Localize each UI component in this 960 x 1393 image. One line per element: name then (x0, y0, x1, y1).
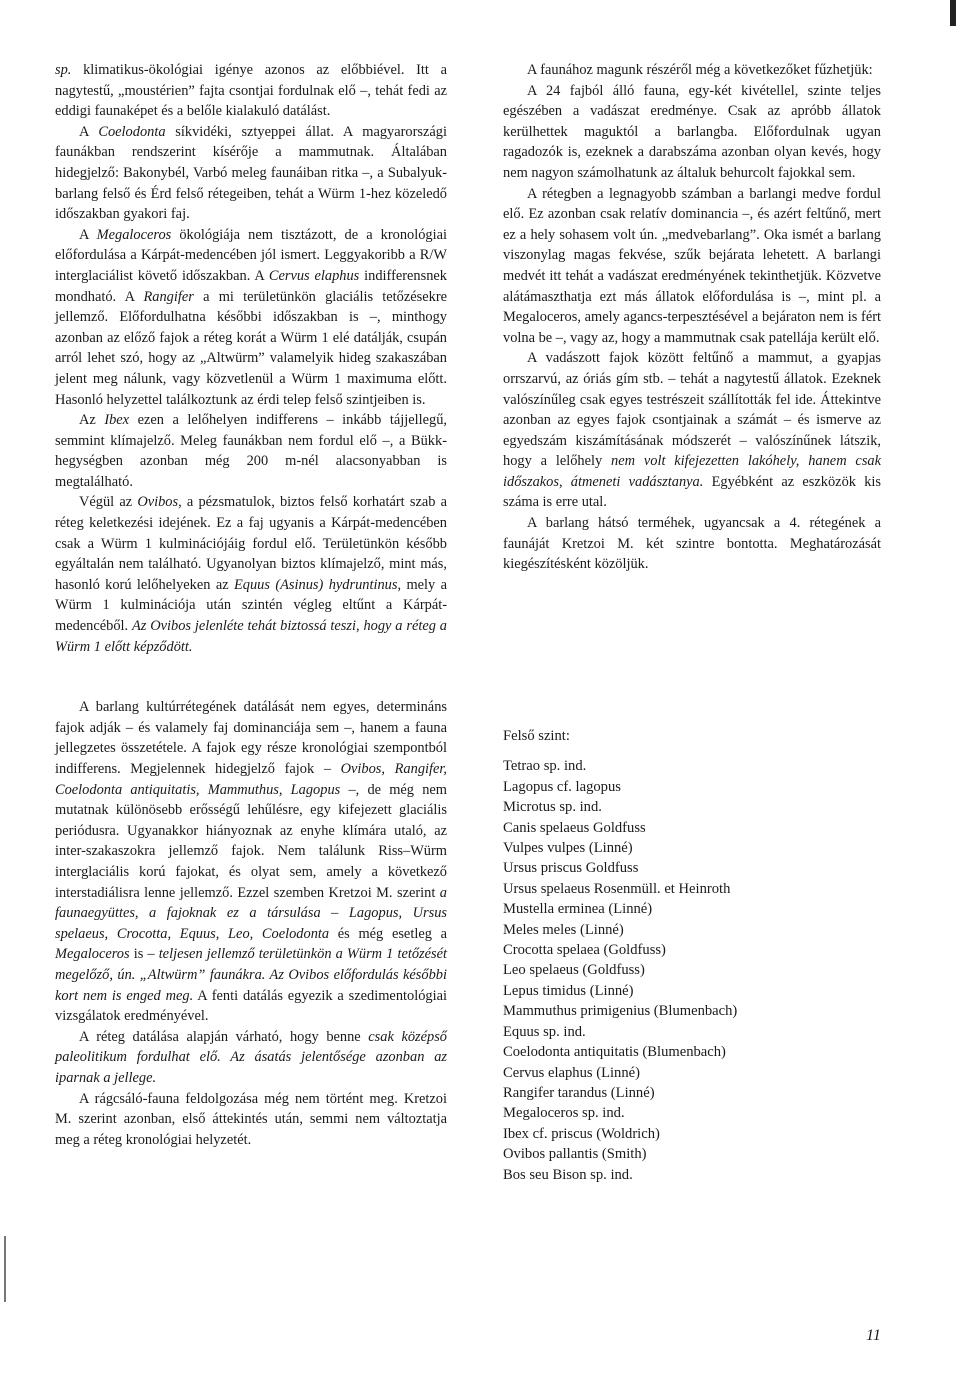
page-number: 11 (866, 1327, 881, 1344)
paragraph (55, 1089, 447, 1151)
italic-text: Cervus elaphus (268, 267, 360, 284)
species-item: Rangifer tarandus (Linné) (503, 1084, 655, 1101)
right-column (503, 60, 881, 575)
italic-text: Ibex (104, 412, 130, 429)
species-item: Mustella erminea (Linné) (503, 901, 653, 918)
text-run: indifferensnek mondható. A (55, 267, 448, 305)
text-run: A barlang kultúrrétegének datálását nem egyes, determináns fajok adják – és valamely faj dominanciája sem –, hanem a fauna jellegzetes összetétele. A fajok egy része kronológiai szempontból indifferens. Megjelennek hidegjelző fajok – (55, 699, 447, 777)
species-item: Lagopus cf. lagopus (503, 778, 621, 795)
text-run: A barlang hátsó terméhek, ugyancsak a 4. rétegének a faunáját Kretzoi M. két szintre bontotta. Meghatározását kiegészítésként közöljük. (503, 515, 881, 573)
text-run: ökológiája nem tisztázott, de a kronológiai előfordulása a Kárpát-medencében jól ismert. Leggyakoribb a R/W interglaciálist követő időszakban. A (55, 226, 447, 284)
species-item: Ibex cf. priscus (Woldrich) (503, 1125, 660, 1142)
paragraph (55, 492, 447, 657)
text-run: A vadászott fajok között feltűnő a mammut, a gyapjas orrszarvú, az óriás gím stb. – tehát a nagytestű állatok. Ezeknek valószínűleg csak egyes testrészeit szállították fel ide. Áttekintve azonban az egyes fajok csontjainak a számát – és ismerve az egyedszám kiszámításának módszerét – valószínűnek látszik, hogy a lelőhely (503, 350, 881, 470)
paragraph (55, 60, 447, 122)
species-list-heading: Felső szint: (503, 728, 570, 744)
text-run: A réteg datálása alapján várható, hogy benne (79, 1028, 369, 1045)
species-item: Mammuthus primigenius (Blumenbach) (503, 1003, 738, 1020)
scan-edge-mark (950, 0, 956, 26)
italic-text: Megaloceros (96, 226, 172, 243)
italic-text: sp. (55, 62, 72, 78)
species-list-items (503, 756, 863, 1185)
species-item: Ursus priscus Goldfuss (503, 860, 639, 877)
text-run: mely a Würm 1 kulminációja után szintén végleg eltűnt a Kárpát-medencéből. (55, 576, 447, 635)
paragraph (55, 697, 447, 1027)
italic-text: Coelodonta (98, 123, 166, 140)
text-run: ezen a lelőhelyen indifferens – inkább tájjellegű, semmint klímajelző. Meleg faunákban nem fordul elő –, a Bükk-hegységben azonban még 200 m-nél alacsonyabban is megtalálható. (55, 412, 447, 490)
paragraph (503, 184, 881, 349)
species-item: Bos seu Bison sp. ind. (503, 1166, 633, 1183)
text-run: A faunához magunk részéről még a következőket fűzhetjük: (527, 62, 873, 78)
species-item: Ursus spelaeus Rosenmüll. et Heinroth (503, 880, 731, 897)
paragraph (503, 60, 881, 81)
italic-text: Az Ovibos jelenléte tehát biztossá teszi, hogy a réteg a Würm 1 előtt képződött. (55, 618, 448, 655)
species-item: Leo spelaeus (Goldfuss) (503, 962, 645, 979)
paragraph-gap (55, 657, 447, 697)
species-item: Tetrao sp. ind. (503, 758, 587, 775)
text-run: Az (79, 412, 105, 429)
italic-text: a faunaegyüttes, a fajoknak ez a társulása – Lagopus, Ursus spelaeus, Crocotta, Equus, Leo, Coelodonta (55, 884, 447, 942)
text-run: A 24 fajból álló fauna, egy-két kivétellel, szinte teljes egészében a vadászat eredménye. Csak az apróbb állatok kerülhettek maguktól a barlangba. Előfordulnak ugyan ragadozók is, ezeknek a darabszáma azonban olyan kevés, hogy nem nagyon számolhatunk az általuk behurcolt fajokkal sem. (503, 82, 881, 181)
text-run: –, de még nem mutatnak különösebb erősségű lehűlésre, egy kifejezett glaciális periódusra. Ugyanakkor hiányoznak az enyhe klímára utaló, az inter-szakaszokra jellemző fajok. Nem találunk Riss–Würm interglaciális korú fajokat, és olyat sem, amely a következő interstadiálisra lenne jellemző. Ezzel szemben Kretzoi M. szerint (55, 781, 447, 901)
paragraph (55, 122, 447, 225)
species-item: Canis spelaeus Goldfuss (503, 819, 646, 836)
italic-text: csak középső paleolitikum fordulhat elő. Az ásatás jelentősége azonban az iparnak a jellege. (55, 1028, 448, 1086)
species-item: Equus sp. ind. (503, 1023, 586, 1040)
text-run: A rágcsáló-fauna feldolgozása még nem történt meg. Kretzoi M. szerint azonban, első áttekintés után, semmi nem változtatja meg a réteg kronológiai helyzetét. (55, 1090, 447, 1148)
text-run: Egyébként az eszközök kis száma is erre utal. (503, 473, 881, 511)
text-run: a mi területünkön glaciális tetőzésekre jellemző. Előfordulhatna későbbi időszakban is –, minthogy azonban az előző fajok a réteg korát a Würm 1 elé datálják, csupán arról lehet szó, hogy az „Altwürm” valamelyik hideg szakaszában jelent meg nálunk, vagy közvetlenül a Würm 1 maximuma előtt. Hasonló helyzettel találkoztunk az érdi telep felső szintjeiben is. (55, 288, 448, 408)
species-item: Vulpes vulpes (Linné) (503, 840, 633, 857)
italic-text: Ovibos, Rangifer, Coelodonta antiquitatis, Mammuthus, Lagopus (55, 761, 447, 798)
species-item: Meles meles (Linné) (503, 921, 624, 938)
paragraph (503, 81, 881, 184)
scan-margin-line (4, 1236, 6, 1302)
text-run: A rétegben a legnagyobb számban a barlangi medve fordul elő. Ez azonban csak relatív dominancia –, és azért feltűnő, mert ez a hely sohasem volt ún. „medvebarlang”. Oka ismét a barlang viszonylag magas fekvése, szűk bejárata lehetett. A barlangi medvét itt tehát a vadászat eredményének tekinthetjük. Közvetve alátámaszthatja ezt más állatok előfordulása is –, mint pl. a Megaloceros, amely agancs-terpesztésével a bejáraton nem is fért volna be –, vagy az, hogy a mammutnak csak patellája került elő. (503, 185, 881, 346)
text-run: klimatikus-ökológiai igénye azonos az előbbiével. Itt a nagytestű, „moustérien” fajta csontjai fordulnak elő –, tehát fedi az eddigi faunaképet és a belőle kialakuló datálást. (55, 62, 447, 120)
text-run: és még esetleg a (329, 925, 447, 942)
text-run: is – (129, 946, 159, 963)
species-item: Cervus elaphus (Linné) (503, 1064, 640, 1081)
species-item: Coelodonta antiquitatis (Blumenbach) (503, 1044, 726, 1061)
paragraph (503, 513, 881, 575)
text-run: A fenti datálás egyezik a szedimentológiai vizsgálatok eredményével. (55, 987, 447, 1025)
species-item: Megaloceros sp. ind. (503, 1105, 625, 1122)
species-item: Microtus sp. ind. (503, 799, 602, 816)
text-run: A (79, 123, 99, 140)
species-item: Lepus timidus (Linné) (503, 982, 634, 999)
italic-text: nem volt kifejezetten lakóhely, hanem csak időszakos, átmeneti vadásztanya. (503, 453, 881, 490)
italic-text: Equus (Asinus) hydruntinus, (233, 576, 402, 593)
species-item: Ovibos pallantis (Smith) (503, 1146, 647, 1163)
italic-text: Ovibos, (137, 494, 182, 511)
paragraph (55, 1027, 447, 1089)
paragraph (55, 410, 447, 492)
text-run: a pézsmatulok, biztos felső korhatárt szab a réteg keletkezési idejének. Ez a faj ugyanis a Kárpát-medencében csak a Würm 1 kulminációjáig fordul elő. Területünkön később egyáltalán nem található. Ugyanolyan biztos klímajelző, mint más, hasonló korú lelőhelyeken az (55, 494, 447, 593)
italic-text: Rangifer (143, 288, 194, 305)
text-run: A (79, 226, 97, 243)
species-list (503, 726, 863, 1185)
italic-text: teljesen jellemző területünkön a Würm 1 tetőzését megelőző, ún. „Altwürm” faunákra. Az Ovibos előfordulás későbbi kort nem is enged meg. (55, 946, 447, 1004)
paragraph (503, 348, 881, 513)
text-run: Végül az (79, 494, 138, 511)
left-column (55, 60, 447, 1150)
species-item: Crocotta spelaea (Goldfuss) (503, 942, 666, 959)
paragraph (55, 225, 447, 410)
text-run: síkvidéki, sztyeppei állat. A magyarországi faunákban rendszerint kísérője a mammutnak. Általában hidegjelző: Bakonybél, Varbó meleg faunáiban ritka –, a Subalyuk-barlang felső és Érd felső rétegeiben, tehát a Würm 1-hez közeledő időszakban gyakori faj. (55, 123, 447, 223)
italic-text: Megaloceros (55, 946, 130, 963)
